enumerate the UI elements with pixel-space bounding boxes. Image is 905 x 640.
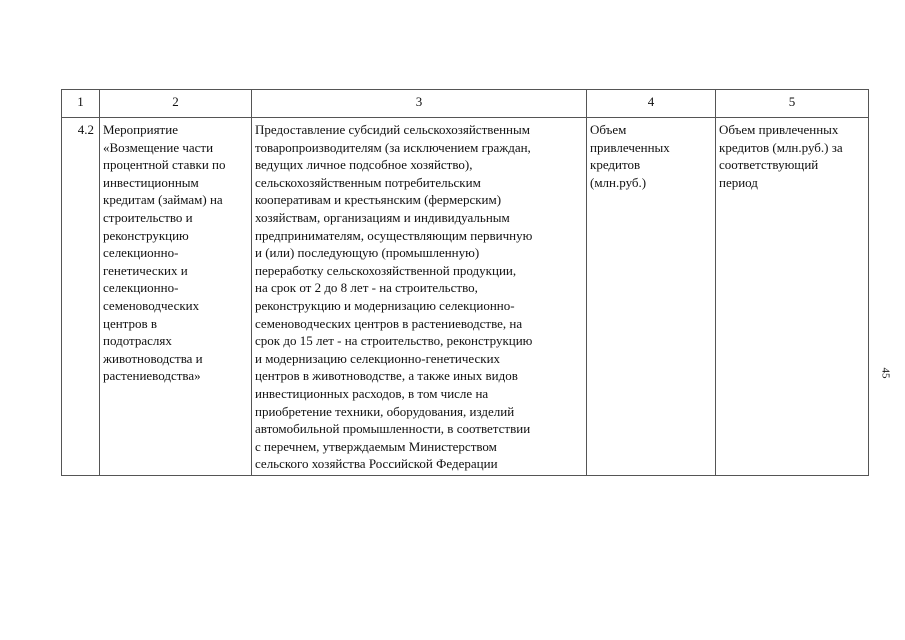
column-header: 2 — [100, 90, 252, 118]
row-number: 4.2 — [62, 118, 100, 476]
indicators-table — [61, 89, 869, 476]
event-name-cell: Мероприятие «Возмещение части процентной ставки по инвестиционным кредитам (займам) на строительство и реконструкцию селекционно- генетических и селекционно- семеноводческих центров в подотраслях животноводства и растениеводства» — [100, 118, 252, 476]
column-header: 4 — [587, 90, 716, 118]
header-row — [62, 90, 869, 118]
indicator-value-cell: Объем привлеченных кредитов (млн.руб.) за соответствующий период — [716, 118, 869, 476]
column-header: 5 — [716, 90, 869, 118]
page-number: 45 — [879, 367, 892, 379]
column-header: 1 — [62, 90, 100, 118]
table-row — [62, 118, 869, 476]
indicator-cell: Объем привлеченных кредитов (млн.руб.) — [587, 118, 716, 476]
column-header: 3 — [252, 90, 587, 118]
event-description-cell: Предоставление субсидий сельскохозяйственным товаропроизводителям (за исключением граждан, ведущих личное подсобное хозяйство), сельскохозяйственным потребительским кооперативам и крестьянским (фермерским) хозяйствам, организациям и индивидуальным предпринимателям, осуществляющим первичную и (или) последующую (промышленную) переработку сельскохозяйственной продукции, на срок от 2 до 8 лет - на строительство, реконструкцию и модернизацию селекционно- семеноводческих центров в растениеводстве, на срок до 15 лет - на строительство, реконструкцию и модернизацию селекционно-генетических центров в животноводстве, а также иных видов инвестиционных расходов, в том числе на приобретение техники, оборудования, изделий автомобильной промышленности, в соответствии с перечнем, утверждаемым Министерством сельского хозяйства Российской Федерации — [252, 118, 587, 476]
